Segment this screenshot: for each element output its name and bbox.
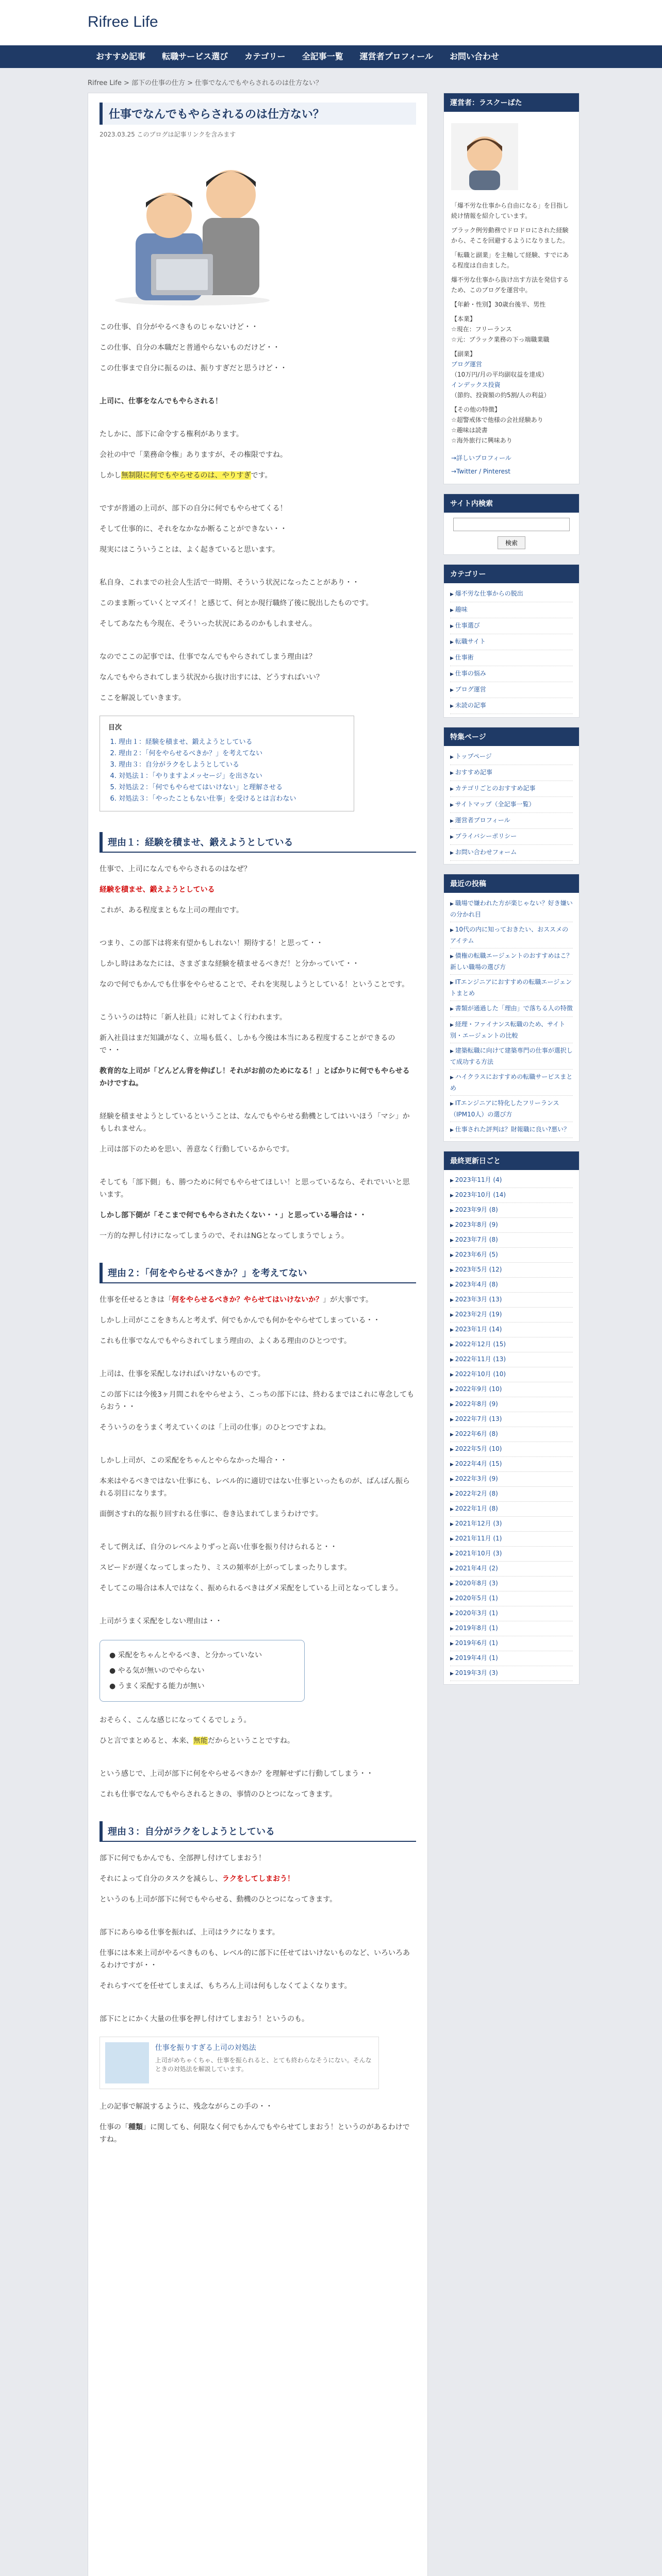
archive-item[interactable]: ▶ 2023年7月 (8)	[450, 1233, 573, 1248]
intro-line-2: この仕事、自分の本職だと普通やらないものだけど・・	[100, 344, 280, 352]
category-item[interactable]: ▶ ブログ運営	[450, 682, 573, 698]
toc-item[interactable]: 6. 対処法３：「やったこともない仕事」を受けるとは言わない	[119, 793, 345, 805]
sec2-p15-pre: ひと言でまとめると、本来、	[100, 1737, 193, 1745]
related-post-desc: 上司がめちゃくちゃ、仕事を振られると、とても終わらなそうにない。そんなときの対処法を解説しています。	[155, 2057, 372, 2073]
nav-item-contact[interactable]: お問い合わせ	[449, 52, 499, 61]
archive-item[interactable]: ▶ 2023年9月 (8)	[450, 1203, 573, 1218]
profile-more-link[interactable]: →詳しいプロフィール	[451, 454, 511, 462]
recent-posts-widget	[443, 874, 580, 1142]
sec3-p9-pre: 仕事の「	[100, 2123, 128, 2131]
post-meta: 2023.03.25 このブログは記事リンクを含みます	[100, 131, 236, 138]
archive-item[interactable]: ▶ 2019年4月 (1)	[450, 1651, 573, 1666]
sec3-p2-pre: それによって自分のタスクを減らし、	[100, 1875, 222, 1883]
breadcrumb[interactable]: Rifree Life > 部下の仕事の仕方 > 仕事でなんでもやらされるのは仕方ない？	[88, 79, 323, 87]
archive-item[interactable]: ▶ 2022年12月 (15)	[450, 1337, 573, 1352]
archive-item[interactable]: ▶ 2022年4月 (15)	[450, 1457, 573, 1472]
category-item[interactable]: ▶ 未読の記事	[450, 698, 573, 714]
archive-item[interactable]: ▶ 2022年3月 (9)	[450, 1472, 573, 1487]
archive-item[interactable]: ▶ 2022年5月 (10)	[450, 1442, 573, 1457]
sec1-p7: こういうのは特に「新人社員」に対してよく行われます。	[100, 1013, 287, 1022]
sec2-p11: スピードが遅くなってしまったり、ミスの頻率が上がってしまったりします。	[100, 1564, 352, 1572]
sec1-p2: 経験を積ませ、鍛えようとしている	[100, 886, 215, 894]
recent-post-item[interactable]: ▶ 建築転職に向けて建築専門の仕事が選択して成功する方法	[450, 1043, 573, 1070]
profile-line: 「爆不労な仕事から自由になる」を目指し続け情報を紹介しています。	[451, 202, 569, 219]
profile-line: ☆超警戒体で他様の会社経験あり	[451, 416, 543, 423]
lead-5: ですが普通の上司が、部下の自分に何でもやらせてくる！	[100, 504, 287, 513]
sec3-p9-post: 」に関しても、何限なく何でもかんでもやらせてしまおう！というのがあるわけですね。	[100, 2123, 410, 2144]
profile-line: 【副業】	[451, 350, 476, 358]
special-item[interactable]: ▶ トップページ	[450, 749, 573, 765]
category-item[interactable]: ▶ 爆不労な仕事からの脱出	[450, 586, 573, 602]
toc-item[interactable]: 5. 対処法２：「何でもやらせてはいけない」と理解させる	[119, 782, 345, 793]
archive-item[interactable]: ▶ 2021年4月 (2)	[450, 1562, 573, 1577]
list-item-text: やる気が無いのでやらない	[118, 1667, 205, 1675]
archive-item[interactable]: ▶ 2022年10月 (10)	[450, 1367, 573, 1382]
recent-post-item[interactable]: ▶ 職場で嫌われた方が楽じゃない？好き嫌いの分かれ目	[450, 896, 573, 922]
special-item[interactable]: ▶ カテゴリごとのおすすめ記事	[450, 781, 573, 797]
profile-line: （10万円/月の平均副収益を達成）	[451, 371, 548, 378]
sec2-p15	[100, 1735, 416, 1747]
intro-line-1: この仕事、自分がやるべきものじゃないけど・・	[100, 323, 258, 331]
reasons-box	[100, 1640, 305, 1702]
nav-item-service[interactable]: 転職サービス選び	[162, 52, 228, 61]
profile-line: ブラック例労動務でドロドロにされた経験から、そこを回避するようになりました。	[451, 227, 569, 244]
archive-item[interactable]: ▶ 2021年12月 (3)	[450, 1517, 573, 1532]
category-heading: カテゴリー	[444, 565, 579, 583]
archive-item[interactable]: ▶ 2019年3月 (3)	[450, 1666, 573, 1681]
profile-line[interactable]: ブログ運営	[451, 361, 483, 368]
archive-item[interactable]: ▶ 2022年2月 (8)	[450, 1487, 573, 1502]
category-item[interactable]: ▶ 仕事術	[450, 650, 573, 666]
sec2-p1	[100, 1294, 416, 1306]
recent-post-item[interactable]: ▶ ITエンジニアに特化したフリーランス（IPM10人）の選び方	[450, 1096, 573, 1122]
sec2-p12: そしてこの場合は本人ではなく、振められるべきはダメ采配をしている上司となってしまう。	[100, 1584, 403, 1592]
search-heading: サイト内検索	[444, 494, 579, 513]
related-post-card[interactable]	[100, 2037, 379, 2089]
toc-item[interactable]: 2. 理由２：「何をやらせるべきか？」を考えてない	[119, 748, 345, 759]
archive-item[interactable]: ▶ 2023年6月 (5)	[450, 1248, 573, 1263]
lead-12: なんでもやらされてしまう状況から抜け出すには、どうすればいい？	[100, 673, 323, 682]
toc-item[interactable]: 4. 対処法１：「やりますよメッセージ」を出さない	[119, 771, 345, 782]
category-item[interactable]: ▶ 転職サイト	[450, 634, 573, 650]
lead-4	[100, 469, 416, 482]
lead-4-highlight: 無制限に何でもやらせるのは、やりすぎ	[121, 471, 251, 480]
related-post-thumbnail	[105, 2042, 149, 2083]
lead-10: そしてあなたも今現在、そういった状況にあるのかもしれません。	[100, 620, 317, 628]
special-heading: 特集ページ	[444, 727, 579, 746]
special-item[interactable]: ▶ サイトマップ（全記事一覧）	[450, 797, 573, 813]
profile-line: 【年齢・性別】30歳台後半、男性	[451, 301, 546, 308]
site-header	[0, 0, 662, 45]
profile-line: ☆元：ブラック業務の下っ端職業職	[451, 336, 550, 343]
special-item[interactable]: ▶ お問い合わせフォーム	[450, 845, 573, 861]
archive-item[interactable]: ▶ 2023年8月 (9)	[450, 1218, 573, 1233]
nav-item-profile[interactable]: 運営者プロフィール	[359, 52, 433, 61]
archive-item[interactable]: ▶ 2022年7月 (13)	[450, 1412, 573, 1427]
sec2-p14: おそらく、こんな感じになってくるでしょう。	[100, 1716, 251, 1724]
sec1-p6: なので何でもかんでも仕事をやらせることで、それを実現しようとしている！ということです。	[100, 980, 409, 989]
search-button[interactable]: 検索	[498, 536, 525, 549]
sec3-p2	[100, 1873, 416, 1885]
archive-item[interactable]: ▶ 2021年11月 (1)	[450, 1532, 573, 1547]
profile-line: 【本業】	[451, 315, 476, 323]
table-of-contents	[100, 716, 354, 811]
profile-heading: 運営者：ラスクーばた	[444, 93, 579, 112]
lead-1: 上司に、仕事をなんでもやらされる！	[100, 397, 222, 405]
nav-item-recommended[interactable]: おすすめ記事	[96, 52, 146, 61]
recent-post-item[interactable]: ▶ ハイクラスにおすすめの転職サービスまとめ	[450, 1070, 573, 1096]
lead-2: たしかに、部下に命令する権利があります。	[100, 430, 243, 438]
archive-item[interactable]: ▶ 2023年10月 (14)	[450, 1188, 573, 1203]
sec3-p5: 仕事には本来上司がやるべきものも、レベル的に部下に任せてはいけないものなど、いろいろあるわけですが・・	[100, 1949, 410, 1970]
article	[88, 93, 428, 2576]
list-item-text: 采配をちゃんとやるべき、と分かっていない	[118, 1651, 262, 1659]
archive-item[interactable]: ▶ 2023年5月 (12)	[450, 1263, 573, 1278]
section-heading-1: 理由１：経験を積ませ、鍛えようとしている	[100, 832, 416, 853]
archive-item[interactable]: ▶ 2023年4月 (8)	[450, 1278, 573, 1293]
archive-heading: 最終更新日ごと	[444, 1151, 579, 1170]
sec2-p5: この部下には今後3ヶ月間これをやらせよう、こっちの部下には、終わるまではこれに専念してもらおう・・	[100, 1391, 415, 1411]
lead-13: ここを解説していきます。	[100, 694, 186, 702]
sec3-p9	[100, 2121, 416, 2146]
sec1-p4: つまり、この部下は将来有望かもしれない！期待する！と思って・・	[100, 939, 323, 947]
lead-11: なのでここの記事では、仕事でなんでもやらされてしまう理由は？	[100, 653, 316, 661]
sec3-p4: 部下にあらゆる仕事を振れば、上司はラクになります。	[100, 1928, 279, 1937]
archive-item[interactable]: ▶ 2022年6月 (8)	[450, 1427, 573, 1442]
sec2-p16: という感じで、上司が部下に何をやらせるべきか？を理解せずに行動してしまう・・	[100, 1770, 374, 1778]
profile-line: 爆不労な仕事から抜け出す方法を発信するため、このブログを運営中。	[451, 276, 569, 294]
list-item: ● うまく采配する能力が無い	[109, 1682, 205, 1690]
avatar	[451, 123, 518, 190]
sec2-p13: 上司がうまく采配をしない理由は・・	[100, 1617, 222, 1625]
sec1-p3: これが、ある程度まともな上司の理由です。	[100, 906, 243, 914]
profile-line: 「転職と副業」を主軸して経験、すでにある程度は自由ました。	[451, 251, 569, 269]
sec2-p10: そして例えば、自分のレベルよりずっと高い仕事を振り付けられると・・	[100, 1543, 338, 1551]
sec3-p9-bold: 種類	[128, 2123, 143, 2131]
sec3-p3: というのも上司が部下に何でもやらせる、動機のひとつになってきます。	[100, 1895, 337, 1904]
section-heading-3: 理由３：自分がラクをしようとしている	[100, 1821, 416, 1842]
toc-item[interactable]: 3. 理由３：自分がラクをしようとしている	[119, 759, 345, 771]
lead-9: このまま断っていくとマズイ！と感じて、何とか現行職終了後に脱出したものです。	[100, 599, 373, 607]
recent-post-item[interactable]: ▶ 債権の転職エージェントのおすすめはこ？新しい職場の選び方	[450, 948, 573, 975]
sec2-p8: 本来はやるべきではない仕事にも、レベル的に適切ではない仕事といったものが、ばんばん振られる羽目になります。	[100, 1477, 410, 1498]
lead-7: 現実にはこういうことは、よく起きていると思います。	[100, 546, 279, 554]
special-item[interactable]: ▶ おすすめ記事	[450, 765, 573, 781]
archive-item[interactable]: ▶ 2023年3月 (13)	[450, 1293, 573, 1308]
site-title[interactable]: Rifree Life	[88, 13, 158, 30]
sec1-p8: 新入社員はまだ知識がなく、立場も低く、しかも今後は本当にある程度することができるので・・	[100, 1034, 395, 1055]
recent-post-item[interactable]: ▶ 経理・ファイナンス転職のため、サイト別・エージェントの比較	[450, 1017, 573, 1043]
nav-item-all-posts[interactable]: 全記事一覧	[302, 52, 343, 61]
sec1-p9: 教育的な上司が「どんどん背を伸ばし！それがお前のためになる！」とばかりに何でもやらせるかけですね。	[100, 1067, 410, 1088]
category-item[interactable]: ▶ 仕事選び	[450, 618, 573, 634]
sec1-p14: 一方的な押し付けになってしまうので、それはNGとなってしまうでしょう。	[100, 1232, 349, 1240]
list-item-text: うまく采配する能力が無い	[118, 1682, 205, 1690]
profile-line: （節約、投資額の約5割/人の利益）	[451, 392, 550, 399]
sec1-p10: 経験を積ませようとしているということは、なんでもやらせる動機としてはいいほう「マシ」かもしれません。	[100, 1112, 410, 1133]
sec2-p9: 面倒さすれ的な振り回すれる仕事に、巻き込まれてしまうわけです。	[100, 1510, 323, 1518]
sec2-p15-highlight: 無能	[193, 1737, 208, 1745]
toc-title: 目次	[108, 724, 122, 732]
lead-6: そして仕事的に、それをなかなか断ることができない・・	[100, 525, 287, 533]
sec3-p8: 上の記事で解説するように、残念ながらこの手の・・	[100, 2103, 273, 2111]
lead-8: 私自身、これまでの社会人生活で一時期、そういう状況になったことがあり・・	[100, 579, 359, 587]
sec1-p1: 仕事で、上司になんでもやらされるのはなぜ？	[100, 865, 251, 873]
archive-item[interactable]: ▶ 2019年6月 (1)	[450, 1636, 573, 1651]
archive-item[interactable]: ▶ 2023年2月 (19)	[450, 1308, 573, 1323]
sec2-p1-red: 何をやらせるべきか？やらせてはいけないか？	[172, 1296, 323, 1304]
archive-widget	[443, 1151, 580, 1685]
sec2-p17: これも仕事でなんでもやらされるときの、事情のひとつになってきます。	[100, 1790, 337, 1799]
global-nav	[0, 45, 662, 68]
lead-3: 会社の中で「業務命令権」ありますが、その権限ですね。	[100, 451, 287, 459]
category-widget	[443, 564, 580, 718]
search-widget	[443, 494, 580, 555]
archive-item[interactable]: ▶ 2022年9月 (10)	[450, 1382, 573, 1397]
sidebar	[443, 93, 580, 1694]
list-item: ● 采配をちゃんとやるべき、と分かっていない	[109, 1651, 262, 1659]
archive-item[interactable]: ▶ 2023年1月 (14)	[450, 1323, 573, 1337]
profile-line[interactable]: インデックス投資	[451, 381, 501, 388]
archive-item[interactable]: ▶ 2020年8月 (3)	[450, 1577, 573, 1591]
archive-item[interactable]: ▶ 2019年8月 (1)	[450, 1621, 573, 1636]
recent-post-item[interactable]: ▶ 書類が通過した「理由」で落ちる人の特徴	[450, 1001, 573, 1017]
profile-social-link[interactable]: →Twitter / Pinterest	[451, 468, 510, 475]
lead-4-post: です。	[251, 471, 272, 480]
toc-item[interactable]: 1. 理由１：経験を積ませ、鍛えようとしている	[119, 737, 345, 748]
profile-line: ☆趣味は読書	[451, 427, 488, 434]
archive-item[interactable]: ▶ 2020年3月 (1)	[450, 1606, 573, 1621]
sec3-p7: 部下にとにかく大量の仕事を押し付けてしまおう！というのも。	[100, 2015, 309, 2023]
profile-line: ☆海外旅行に興味あり	[451, 437, 512, 444]
profile-text	[451, 200, 572, 446]
sec2-p7: しかし上司が、この采配をちゃんとやらなかった場合・・	[100, 1456, 287, 1465]
lead-4-pre: しかし	[100, 471, 121, 480]
sec1-p5: しかし時はあなたには、さまざまな経験を積ませるべきだ！と分かっていて・・	[100, 960, 359, 968]
recent-post-item[interactable]: ▶ 仕事された評判は？財報職に良い?悪い？	[450, 1122, 573, 1138]
archive-item[interactable]: ▶ 2020年5月 (1)	[450, 1591, 573, 1606]
profile-line: ☆現在：フリーランス	[451, 326, 512, 333]
category-item[interactable]: ▶ 仕事の悩み	[450, 666, 573, 682]
hero-illustration	[100, 146, 285, 311]
sec3-p2-red: ラクをしてしまおう！	[222, 1875, 294, 1883]
section-heading-2: 理由２：「何をやらせるべきか？」を考えてない	[100, 1263, 416, 1283]
sec2-p3: これも仕事でなんでもやらされてしまう理由の、よくある理由のひとつです。	[100, 1337, 352, 1345]
sec1-p13: しかし部下側が「そこまで何でもやらされたくない・・」と思っている場合は・・	[100, 1211, 367, 1219]
sec3-p1: 部下に何でもかんでも、全部押し付けてしまおう！	[100, 1854, 266, 1862]
sec1-p12: そしても「部下側」も、勝つために何でもやらせてほしい！と思っているなら、それでいいと思います。	[100, 1178, 410, 1199]
related-post-title[interactable]: 仕事を振りすぎる上司の対処法	[155, 2044, 256, 2052]
special-item[interactable]: ▶ プライバシーポリシー	[450, 829, 573, 845]
sec2-p4: 上司は、仕事を采配しなければいけないものです。	[100, 1370, 265, 1378]
special-item[interactable]: ▶ 運営者プロフィール	[450, 813, 573, 829]
archive-item[interactable]: ▶ 2022年11月 (13)	[450, 1352, 573, 1367]
sec3-p6: それらすべてを任せてしまえば、もちろん上司は何もしなくてよくなります。	[100, 1982, 352, 1990]
profile-line: 【その他の特徴】	[451, 406, 501, 413]
list-item: ● やる気が無いのでやらない	[109, 1667, 205, 1675]
search-input[interactable]	[453, 518, 570, 531]
archive-item[interactable]: ▶ 2021年10月 (3)	[450, 1547, 573, 1562]
recent-heading: 最近の投稿	[444, 874, 579, 893]
recent-post-item[interactable]: ▶ 10代の内に知っておきたい、おススメのアイテム	[450, 922, 573, 948]
special-widget	[443, 727, 580, 865]
sec2-p1-post: 」が大事です。	[323, 1296, 373, 1304]
profile-widget	[443, 93, 580, 484]
recent-post-item[interactable]: ▶ ITエンジニアにおすすめの転職エージェントまとめ	[450, 975, 573, 1001]
sec2-p1-pre: 仕事を任せるときは「	[100, 1296, 172, 1304]
sec1-p11: 上司は部下のためを思い、善意なく行動しているからです。	[100, 1145, 294, 1154]
archive-item[interactable]: ▶ 2023年11月 (4)	[450, 1173, 573, 1188]
sec2-p15-post: だからということですね。	[208, 1737, 294, 1745]
page-title: 仕事でなんでもやらされるのは仕方ない？	[100, 103, 416, 125]
sec2-p2: しかし上司がここをきちんと考えず、何でもかんでも何かをやらせてしまっている・・	[100, 1316, 380, 1325]
sec2-p6: そういうのをうまく考えていくのは「上司の仕事」のひとつですよね。	[100, 1423, 330, 1432]
intro-line-3: この仕事まで自分に振るのは、振りすぎだと思うけど・・	[100, 364, 287, 372]
archive-item[interactable]: ▶ 2022年8月 (9)	[450, 1397, 573, 1412]
nav-item-category[interactable]: カテゴリー	[244, 52, 286, 61]
category-item[interactable]: ▶ 趣味	[450, 602, 573, 618]
archive-item[interactable]: ▶ 2022年1月 (8)	[450, 1502, 573, 1517]
